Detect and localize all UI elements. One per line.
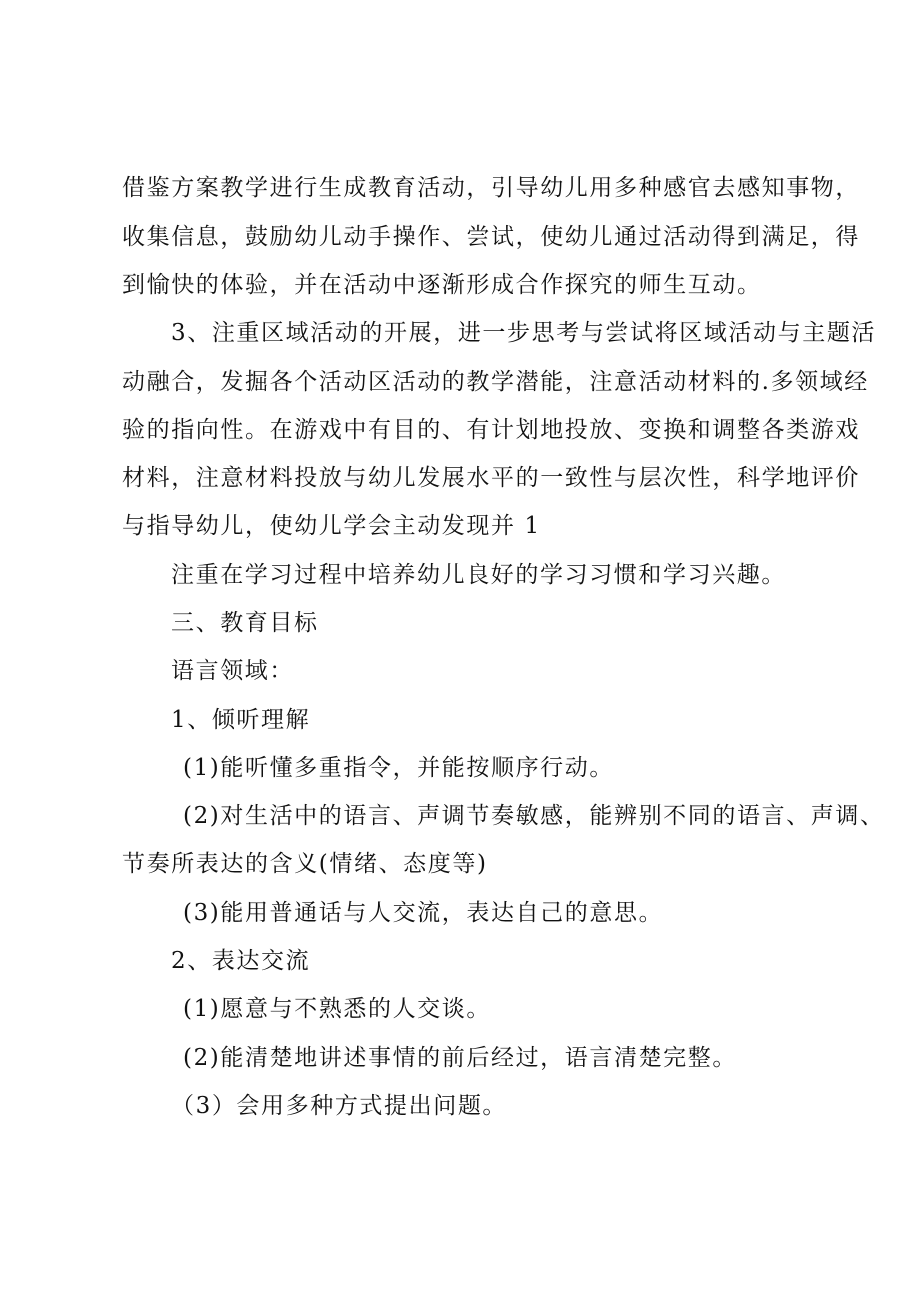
paragraph-2-line-4: 材料，注意材料投放与幼儿发展水平的一致性与层次性，科学地评价 bbox=[122, 465, 860, 491]
paragraph-2-line-1: 3、注重区域活动的开展，进一步思考与尝试将区域活动与主题活 bbox=[171, 320, 877, 346]
subsection-2-heading: 2、表达交流 bbox=[171, 948, 311, 974]
subsection-1-item-2-line-2: 节奏所表达的含义(情绪、态度等) bbox=[122, 851, 488, 877]
paragraph-1-line-2: 收集信息，鼓励幼儿动手操作、尝试，使幼儿通过活动得到满足，得 bbox=[122, 224, 860, 250]
subsection-1-item-2-line-1: (2)对生活中的语言、声调节奏敏感，能辨别不同的语言、声调、 bbox=[183, 803, 885, 829]
paragraph-2-line-5: 与指导幼儿，使幼儿学会主动发现并 1 bbox=[122, 513, 541, 539]
subsection-1-item-1: (1)能听懂多重指令，并能按顺序行动。 bbox=[183, 755, 614, 781]
subsection-2-item-1: (1)愿意与不熟悉的人交谈。 bbox=[183, 996, 491, 1022]
paragraph-2-line-3: 验的指向性。在游戏中有目的、有计划地投放、变换和调整各类游戏 bbox=[122, 417, 860, 443]
domain-heading: 语言领域： bbox=[171, 658, 294, 684]
subsection-2-item-2: (2)能清楚地讲述事情的前后经过，语言清楚完整。 bbox=[183, 1045, 737, 1071]
paragraph-1-line-1: 借鉴方案教学进行生成教育活动，引导幼儿用多种感官去感知事物， bbox=[122, 175, 860, 201]
paragraph-1-line-3: 到愉快的体验，并在活动中逐渐形成合作探究的师生互动。 bbox=[122, 272, 762, 298]
paragraph-2-line-2: 动融合，发掘各个活动区活动的教学潜能，注意活动材料的.多领域经 bbox=[122, 369, 869, 395]
section-heading: 三、教育目标 bbox=[171, 610, 319, 636]
subsection-2-item-3: （3）会用多种方式提出问题。 bbox=[171, 1093, 508, 1119]
subsection-1-item-3: (3)能用普通话与人交流，表达自己的意思。 bbox=[183, 900, 664, 926]
paragraph-3: 注重在学习过程中培养幼儿良好的学习习惯和学习兴趣。 bbox=[171, 562, 786, 588]
subsection-1-heading: 1、倾听理解 bbox=[171, 707, 311, 733]
